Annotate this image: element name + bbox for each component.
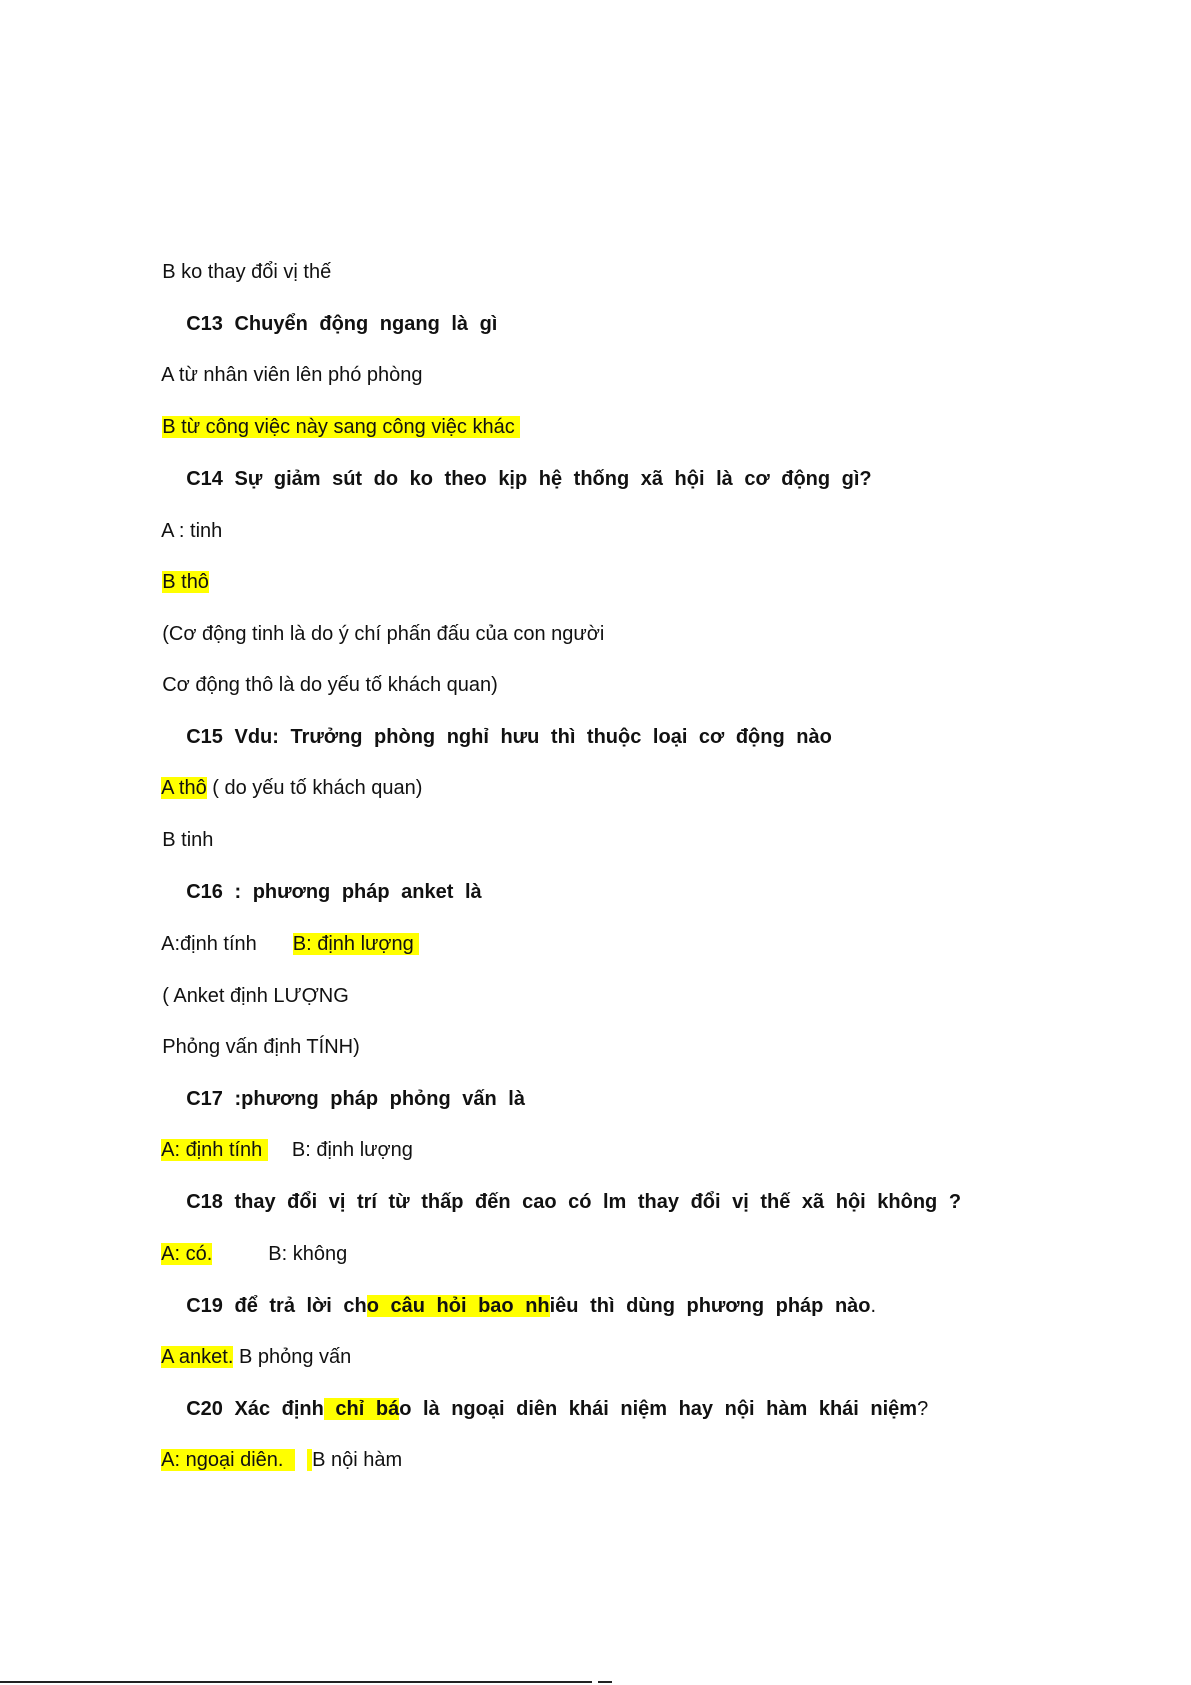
answer-b: B: định lượng [291, 1139, 413, 1161]
answer-b: B nội hàm [312, 1449, 403, 1471]
highlighted-phrase: o câu hỏi bao nh [366, 1295, 550, 1317]
highlighted-answer: B từ công việc này sang công việc khác [162, 416, 521, 438]
answer-text: A từ nhân viên lên phó phòng [161, 364, 423, 386]
note-text: (Cơ động tinh là do ý chí phấn đấu của con người [162, 623, 605, 645]
question-text: C16 : phương pháp anket là [186, 881, 482, 903]
answer-text: A : tinh [161, 520, 223, 542]
answer-text: B ko thay đổi vị thế [162, 261, 332, 283]
question-text: C15 Vdu: Trưởng phòng nghỉ hưu thì thuộc loại cơ động nào [186, 726, 832, 748]
answer-text: B tinh [162, 829, 214, 851]
question-c14 [140, 437, 872, 521]
answer-a: A:định tính [161, 933, 257, 955]
footer-rule [0, 1681, 592, 1683]
note-text: Phỏng vấn định TÍNH) [162, 1036, 360, 1058]
highlighted-answer: A: định tính [161, 1139, 268, 1161]
highlighted-answer: B thô [162, 571, 209, 593]
note-text: ( Anket định LƯỢNG [162, 985, 349, 1007]
note-text: Cơ động thô là do yếu tố khách quan) [162, 674, 498, 696]
highlighted-phrase: chỉ bá [323, 1398, 400, 1420]
question-text: C14 Sự giảm sút do ko theo kịp hệ thống xã hội là cơ động gì? [186, 468, 872, 490]
answer-explanation: ( do yếu tố khách quan) [206, 777, 423, 799]
question-text: C17 :phương pháp phỏng vấn là [186, 1088, 525, 1110]
highlighted-answer: A: ngoại diên. [161, 1449, 295, 1471]
answer-b: B phỏng vấn [233, 1346, 352, 1368]
question-text: C13 Chuyển động ngang là gì [186, 313, 498, 335]
question-punctuation: ? [917, 1398, 929, 1420]
question-punctuation: . [870, 1295, 877, 1317]
question-text: iêu thì dùng phương pháp nào [549, 1295, 871, 1317]
highlighted-answer: B: định lượng [292, 933, 420, 955]
answers-c20 [140, 1418, 402, 1502]
highlighted-answer: A anket. [161, 1346, 234, 1368]
question-text: C20 Xác định [186, 1398, 324, 1420]
question-text: C19 để trả lời ch [186, 1295, 367, 1317]
highlighted-answer: A thô [161, 777, 207, 799]
answer-b: B: không [268, 1243, 348, 1265]
question-text: C18 thay đổi vị trí từ thấp đến cao có lm thay đổi vị thế xã hội không ? [186, 1191, 962, 1213]
footer-mark [598, 1681, 612, 1683]
question-text: o là ngoại diên khái niệm hay nội hàm khái niệm [399, 1398, 918, 1420]
highlighted-answer: A: có. [161, 1243, 213, 1265]
